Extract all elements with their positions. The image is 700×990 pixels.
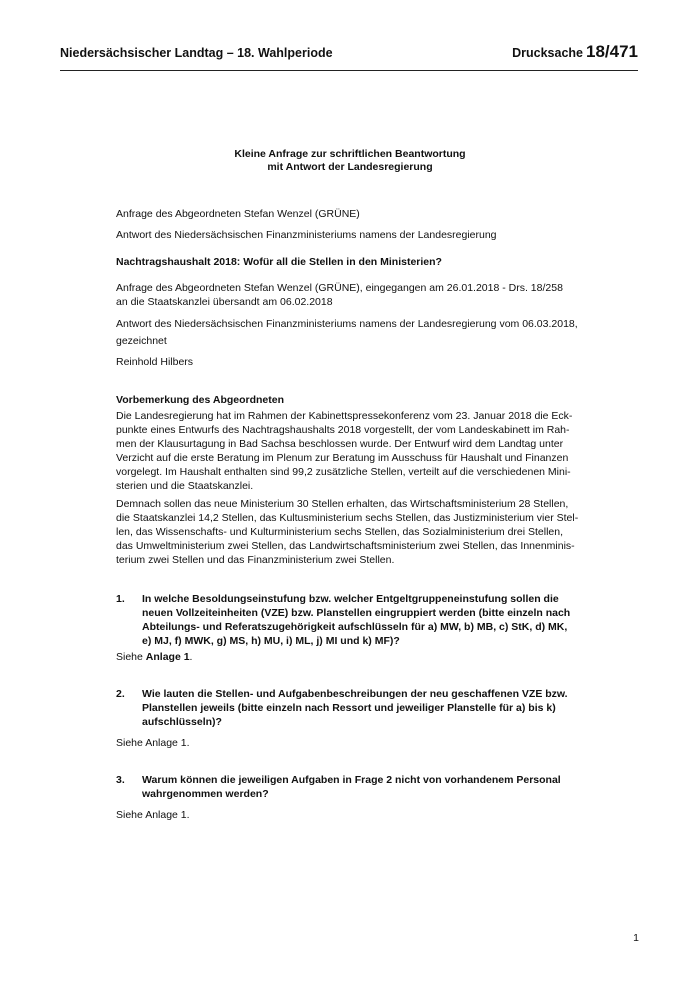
- document-number-label: Drucksache: [512, 46, 583, 60]
- question-line: Abteilungs- und Referatszugehörigkeit aufschlüsseln für a) MW, b) MB, c) StK, d) MK,: [142, 621, 568, 633]
- question-line: In welche Besoldungseinstufung bzw. welcher Entgeltgruppeneinstufung sollen die: [142, 593, 559, 605]
- title-line: Kleine Anfrage zur schriftlichen Beantwortung: [234, 148, 466, 160]
- subject-heading: Nachtragshaushalt 2018: Wofür all die Stellen in den Ministerien?: [116, 256, 442, 268]
- answer-2: Siehe Anlage 1.: [116, 737, 190, 749]
- answer-line: Antwort des Niedersächsischen Finanzministeriums namens der Landesregierung vom 06.03.2018,: [116, 318, 578, 330]
- received-block: [116, 281, 588, 309]
- paragraph-line: punkte eines Entwurfs des Nachtragshaushalts 2018 vorgestellt, der vom Landeskabinett im Rah-: [116, 424, 570, 436]
- question-line: e) MJ, f) MWK, g) MS, h) MU, i) ML, j) MI und k) MF)?: [142, 635, 400, 647]
- question-line: Planstellen jeweils (bitte einzeln nach Ressort und jeweiliger Planstelle für a) bis k): [142, 702, 556, 714]
- paragraph-line: vorgelegt. Im Haushalt enthalten sind 99,2 zusätzliche Stellen, verteilt auf die verschiedenen Mini-: [116, 466, 571, 478]
- preface-heading: Vorbemerkung des Abgeordneten: [116, 394, 285, 406]
- preface-paragraph: [116, 497, 588, 567]
- parliament-label: Niedersächsischer Landtag – 18. Wahlperiode: [60, 46, 333, 60]
- question-text: [142, 592, 583, 648]
- answer-suffix: .: [189, 651, 193, 663]
- question-line: Wie lauten die Stellen- und Aufgabenbeschreibungen der neu geschaffenen VZE bzw.: [142, 688, 568, 700]
- paragraph-line: Verzicht auf die erste Beratung im Plenum zur Beratung im Ausschuss für Haushalt und Finanzen: [116, 452, 569, 464]
- paragraph-line: das Umweltministerium zwei Stellen, das Landwirtschaftsministerium zwei Stellen, das Innenminis-: [116, 540, 575, 552]
- paragraph-line: terium zwei Stellen und das Finanzministerium zwei Stellen.: [116, 554, 395, 566]
- answer-1: [116, 650, 192, 664]
- intro-line: Antwort des Niedersächsischen Finanzministeriums namens der Landesregierung: [116, 229, 497, 241]
- question-2: [116, 687, 583, 729]
- page-number: 1: [633, 932, 639, 944]
- question-number: 2.: [116, 688, 125, 700]
- page-header: [60, 40, 638, 71]
- paragraph-line: len, das Wissenschafts- und Kulturministerium sechs Stellen, das Sozialministerium drei Stellen,: [116, 526, 564, 538]
- question-line: Warum können die jeweiligen Aufgaben in Frage 2 nicht von vorhandenem Personal: [142, 774, 561, 786]
- document-title: [0, 148, 700, 174]
- paragraph-line: sterien und die Staatskanzlei.: [116, 480, 254, 492]
- paragraph-line: Demnach sollen das neue Ministerium 30 Stellen erhalten, das Wirtschaftsministerium 28 Stellen,: [116, 498, 569, 510]
- document-number: [512, 42, 638, 62]
- signed-label: gezeichnet: [116, 335, 167, 347]
- question-line: wahrgenommen werden?: [142, 788, 269, 800]
- question-number: 1.: [116, 593, 125, 605]
- received-line: an die Staatskanzlei übersandt am 06.02.2018: [116, 296, 333, 308]
- paragraph-line: men der Klausurtagung in Bad Sachsa beschlossen wurde. Der Entwurf wird dem Landtag unter: [116, 438, 564, 450]
- question-text: [142, 687, 583, 729]
- question-number: 3.: [116, 774, 125, 786]
- received-line: Anfrage des Abgeordneten Stefan Wenzel (GRÜNE), eingegangen am 26.01.2018 - Drs. 18/258: [116, 282, 563, 294]
- title-line: mit Antwort der Landesregierung: [267, 161, 433, 173]
- signer-name: Reinhold Hilbers: [116, 356, 194, 368]
- paragraph-line: Die Landesregierung hat im Rahmen der Kabinettspressekonferenz vom 23. Januar 2018 die Eck-: [116, 410, 573, 422]
- question-text: [142, 773, 583, 801]
- intro-line: Anfrage des Abgeordneten Stefan Wenzel (GRÜNE): [116, 208, 360, 220]
- question-line: aufschlüsseln)?: [142, 716, 222, 728]
- answer-reference: Anlage 1: [145, 651, 190, 663]
- answer-3: Siehe Anlage 1.: [116, 809, 190, 821]
- question-line: neuen Vollzeiteinheiten (VZE) bzw. Planstellen eingruppiert werden (bitte einzeln nach: [142, 607, 571, 619]
- question-1: [116, 592, 583, 648]
- answer-prefix: Siehe: [116, 651, 146, 663]
- preface-paragraph: [116, 409, 588, 493]
- document-number-value: 18/471: [586, 42, 638, 61]
- paragraph-line: die Staatskanzlei 14,2 Stellen, das Kultusministerium sechs Stellen, das Justizministerium vier Stel-: [116, 512, 579, 524]
- question-3: [116, 773, 583, 801]
